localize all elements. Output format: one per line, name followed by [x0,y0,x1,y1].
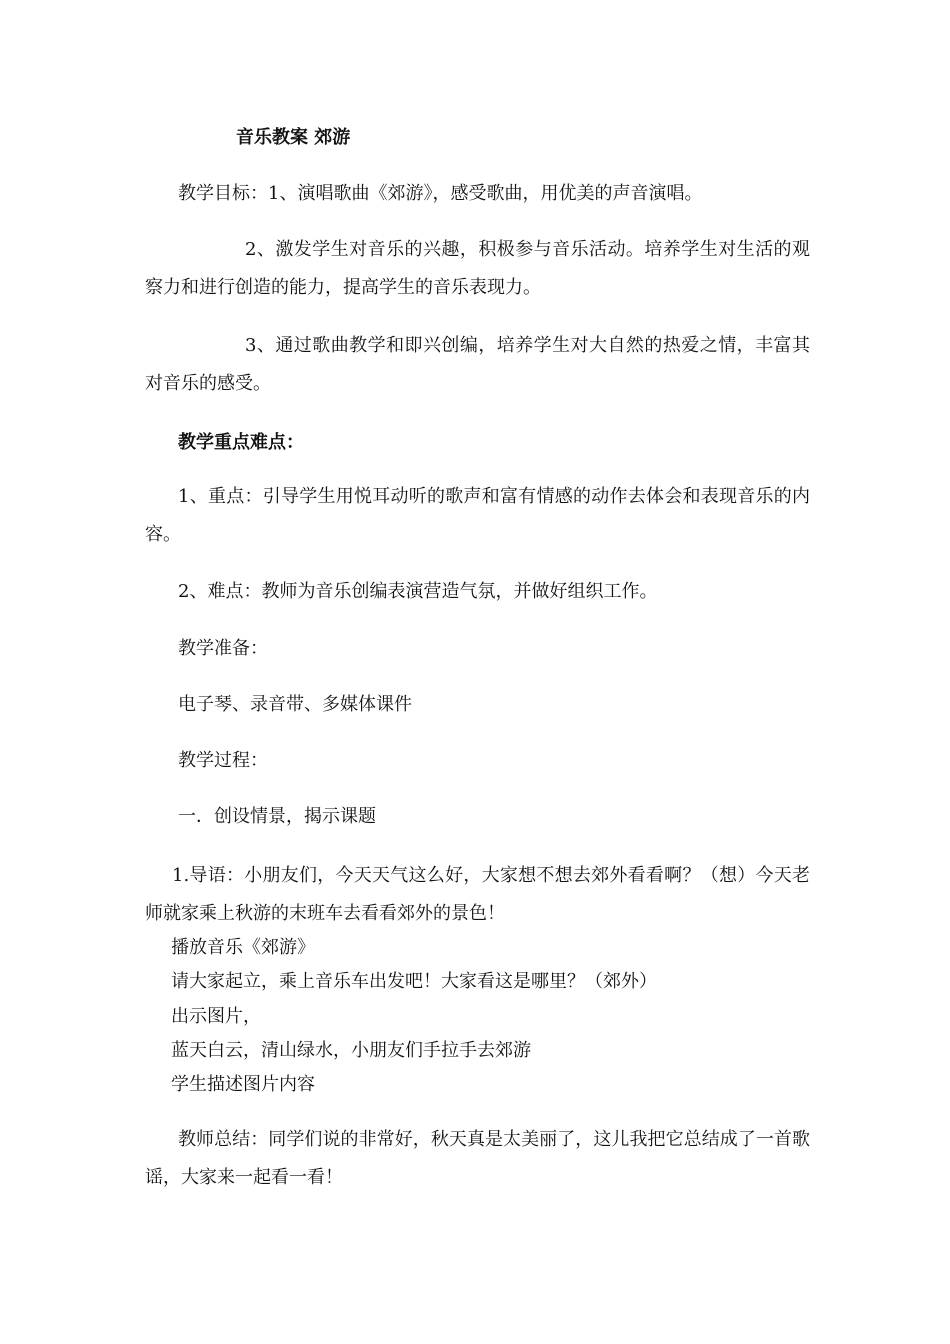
step-show-picture: 出示图片， [171,1006,261,1027]
step-play-music: 播放音乐《郊游》 [171,937,315,958]
key-points-heading: 教学重点难点： [178,432,304,453]
step-describe-picture: 学生描述图片内容 [171,1074,315,1095]
step-stand-up: 请大家起立，乘上音乐车出发吧！大家看这是哪里？（郊外） [171,971,657,992]
document-title: 音乐教案 郊游 [236,127,351,148]
goal-3: 3、通过歌曲教学和即兴创编，培养学生对大自然的热爱之情，丰富其对音乐的感受。 [145,335,810,394]
preparation-items: 电子琴、录音带、多媒体课件 [178,694,412,715]
process-heading: 教学过程： [178,750,268,771]
preparation-heading: 教学准备： [178,638,268,659]
teacher-summary: 教师总结：同学们说的非常好，秋天真是太美丽了，这儿我把它总结成了一首歌谣，大家来一起看一看！ [145,1129,810,1188]
key-point-2: 2、难点：教师为音乐创编表演营造气氛，并做好组织工作。 [178,581,658,602]
step-picture-caption: 蓝天白云，清山绿水，小朋友们手拉手去郊游 [171,1040,531,1061]
intro-paragraph: 1.导语：小朋友们，今天天气这么好，大家想不想去郊外看看啊？（想）今天老师就家乘上秋游的末班车去看看郊外的景色！ [145,865,810,924]
key-point-1: 1、重点：引导学生用悦耳动听的歌声和富有情感的动作去体会和表现音乐的内容。 [145,486,810,545]
goal-2: 2、激发学生对音乐的兴趣，积极参与音乐活动。培养学生对生活的观察力和进行创造的能力，提高学生的音乐表现力。 [145,239,810,298]
section-1-heading: 一．创设情景，揭示课题 [178,806,376,827]
goal-1: 教学目标：1、演唱歌曲《郊游》，感受歌曲，用优美的声音演唱。 [178,183,703,204]
